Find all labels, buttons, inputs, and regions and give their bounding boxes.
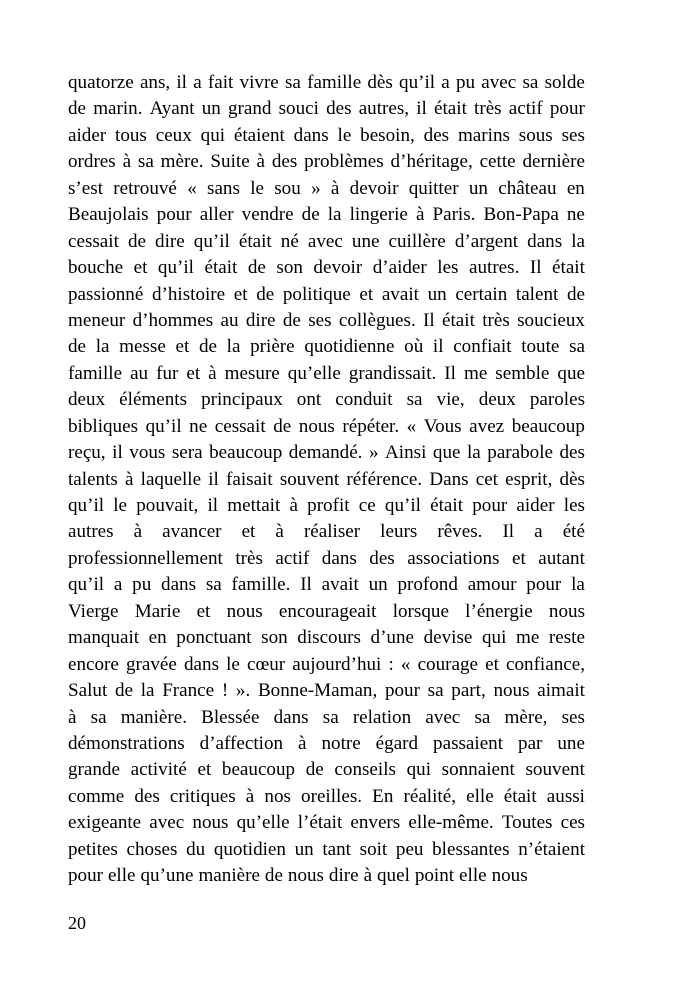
text-line: cessait de dire qu’il était né avec une cuillère d’argent dans la: [68, 230, 585, 252]
text-line: deux éléments principaux ont conduit sa vie, deux paroles: [68, 389, 585, 411]
text-line: de la messe et de la prière quotidienne où il confiait toute sa: [68, 336, 585, 358]
text-line: à sa manière. Blessée dans sa relation avec sa mère, ses: [68, 706, 585, 728]
text-line: famille au fur et à mesure qu’elle grandissait. Il me semble que: [68, 362, 585, 384]
text-line: meneur d’hommes au dire de ses collègues. Il était très soucieux: [68, 309, 585, 331]
text-line: ordres à sa mère. Suite à des problèmes d’héritage, cette dernière: [68, 151, 585, 173]
text-line: pour elle qu’une manière de nous dire à quel point elle nous: [68, 865, 528, 887]
body-text-block: [68, 70, 585, 890]
text-line: comme des critiques à nos oreilles. En réalité, elle était aussi: [68, 785, 585, 807]
text-line: autres à avancer et à réaliser leurs rêves. Il a été: [68, 521, 585, 543]
text-line: Salut de la France ! ». Bonne-Maman, pour sa part, nous aimait: [68, 680, 585, 702]
text-line: quatorze ans, il a fait vivre sa famille dès qu’il a pu avec sa solde: [68, 72, 585, 93]
text-line: de marin. Ayant un grand souci des autres, il était très actif pour: [68, 98, 585, 120]
text-line: grande activité et beaucoup de conseils qui sonnaient souvent: [68, 759, 585, 781]
text-line: bouche et qu’il était de son devoir d’aider les autres. Il était: [68, 257, 585, 279]
text-line: talents à laquelle il faisait souvent référence. Dans cet esprit, dès: [68, 468, 585, 490]
text-line: s’est retrouvé « sans le sou » à devoir quitter un château en: [68, 177, 585, 199]
text-line: petites choses du quotidien un tant soit peu blessantes n’étaient: [68, 838, 585, 860]
text-line: manquait en ponctuant son discours d’une devise qui me reste: [68, 627, 585, 649]
text-line: Beaujolais pour aller vendre de la lingerie à Paris. Bon-Papa ne: [68, 204, 585, 226]
text-line: reçu, il vous sera beaucoup demandé. » Ainsi que la parabole des: [68, 442, 585, 464]
text-line: aider tous ceux qui étaient dans le besoin, des marins sous ses: [68, 124, 585, 146]
text-line: bibliques qu’il ne cessait de nous répéter. « Vous avez beaucoup: [68, 415, 585, 437]
text-line: qu’il le pouvait, il mettait à profit ce qu’il était pour aider les: [68, 495, 585, 516]
text-line: Vierge Marie et nous encourageait lorsque l’énergie nous: [68, 600, 585, 622]
page-number: 20: [68, 913, 86, 933]
text-line: démonstrations d’affection à notre égard passaient par une: [68, 732, 585, 754]
text-line: encore gravée dans le cœur aujourd’hui : « courage et confiance,: [68, 653, 585, 675]
text-line: passionné d’histoire et de politique et avait un certain talent de: [68, 283, 585, 305]
text-line: exigeante avec nous qu’elle l’était envers elle-même. Toutes ces: [68, 812, 585, 834]
text-line: professionnellement très actif dans des associations et autant: [68, 547, 585, 569]
text-line: qu’il a pu dans sa famille. Il avait un profond amour pour la: [68, 574, 585, 596]
